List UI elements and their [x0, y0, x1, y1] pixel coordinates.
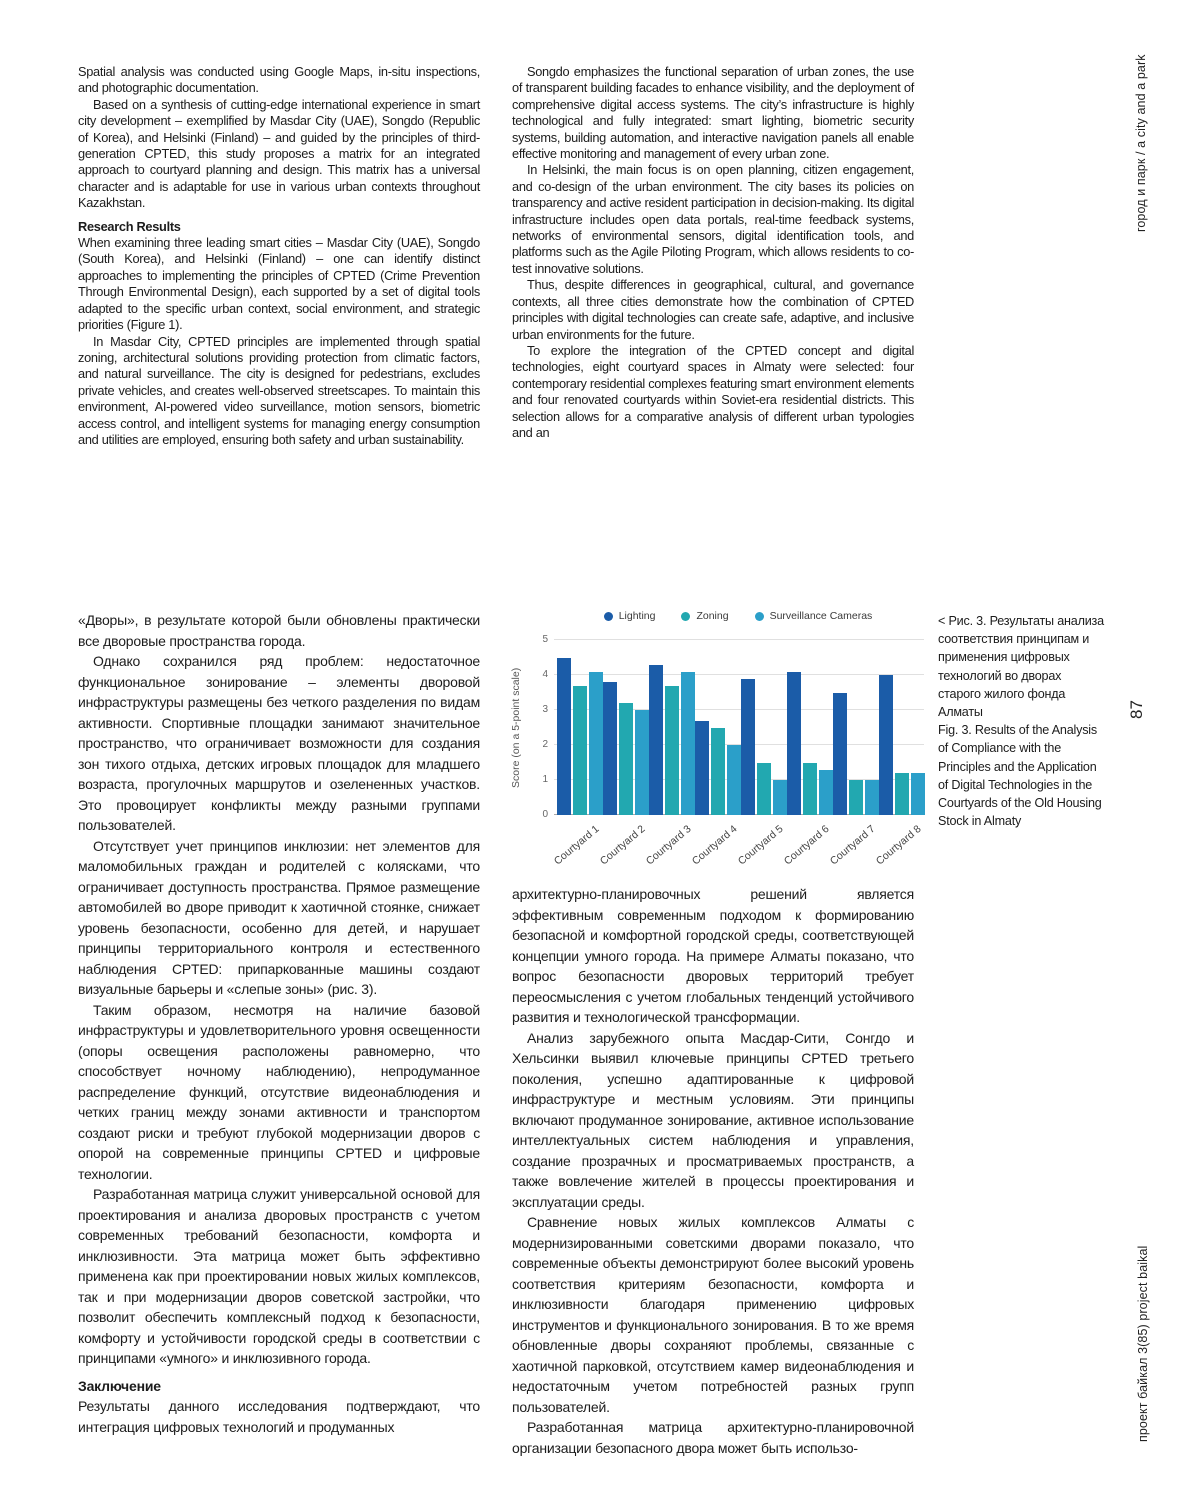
figure-caption-english: Fig. 3. Results of the Analysis of Compliance with the Principles and the Application of Digital Technologies in the Courtyards of the Old Housing Stock in Almaty [938, 723, 1102, 829]
figure-3-caption [938, 612, 1106, 830]
paragraph: Spatial analysis was conducted using Google Maps, in-situ inspections, and photographic documentation. [78, 64, 480, 96]
bar-group [551, 640, 603, 868]
bar [649, 665, 663, 816]
bar [711, 728, 725, 816]
legend-item [604, 610, 656, 622]
y-tick-label: 5 [542, 634, 548, 645]
bar [681, 672, 695, 816]
bar [695, 721, 709, 816]
paragraph: To explore the integration of the CPTED concept and digital technologies, eight courtyard spaces in Almaty were selected: four contemporary residential complexes featuring smart environment elements and four renovated courtyards within Soviet-era residential districts. This selection allows for a comparative analysis of different urban typologies and an [512, 342, 914, 440]
bar [573, 686, 587, 816]
paragraph: Результаты данного исследования подтверждают, что интеграция цифровых технологий и продуманных [78, 1398, 480, 1435]
legend-label: Surveillance Cameras [769, 610, 873, 622]
chart-bars [551, 640, 924, 868]
y-tick-label: 3 [542, 704, 548, 715]
section-heading-research-results: Research Results [78, 218, 181, 234]
bar [741, 679, 755, 816]
y-tick-label: 1 [542, 774, 548, 785]
chart-plot [510, 634, 924, 868]
surveillance-cameras-legend-dot-icon [755, 612, 764, 621]
paragraph: Songdo emphasizes the functional separation of urban zones, the use of transparent building facades to enhance visibility, and the deployment of comprehensive digital access systems. The city’s infrastructure is highly technological and fully integrated: smart lighting, biometric security systems, building automation, and interactive navigation panels all enable effective monitoring and management of every urban zone. [512, 64, 914, 162]
bar [773, 780, 787, 815]
chart-legend [546, 610, 930, 622]
figure-3-bar-chart [510, 606, 930, 876]
bar-group [597, 640, 649, 868]
running-head-section: город и парк / a city and a park [1134, 54, 1148, 232]
bar [787, 672, 801, 816]
bar [589, 672, 603, 816]
paragraph: «Дворы», в результате которой были обновлены практически все дворовые пространства города. [78, 612, 480, 649]
paragraph: Based on a synthesis of cutting-edge international experience in smart city development – exemplified by Masdar City (UAE), Songdo (Republic of Korea), and Helsinki (Finland) – and guided by the principles of third-generation CPTED, this study proposes a matrix for an integrated approach to courtyard planning and design. This matrix has a universal character and is adaptable for use in various urban contexts throughout Kazakhstan. [78, 96, 480, 211]
bar [865, 780, 879, 815]
bar [665, 686, 679, 816]
x-tick-label: Courtyard 1 [551, 823, 602, 868]
y-tick-label: 0 [542, 809, 548, 820]
y-tick-label: 2 [542, 739, 548, 750]
x-tick-label: Courtyard 3 [643, 823, 694, 868]
paragraph: архитектурно-планировочных решений является эффективным современным подходом к формированию безопасной и комфортной городской среды, соответствующей концепции умного города. На примере Алматы показано, что вопрос безопасности дворовых территорий требует переосмысления с учетом глобальных тенденций устойчивого развития и технологической трансформации. [512, 886, 914, 1025]
bar [895, 773, 909, 815]
paragraph: When examining three leading smart cities – Masdar City (UAE), Songdo (South Korea), and Helsinki (Finland) – one can identify distinct approaches to implementing the principles of CPTED (Crime Prevention Through Environmental Design), each supported by a set of digital tools adapted to the specific urban context, social environment, and strategic priorities (Figure 1). [78, 235, 480, 333]
bar [603, 682, 617, 815]
x-tick-label: Courtyard 5 [735, 823, 786, 868]
x-tick-label: Courtyard 8 [873, 823, 924, 868]
paragraph: Сравнение новых жилых комплексов Алматы с модернизированными советскими дворами показало, что современные объекты демонстрируют более высокий уровень соответствия критериям безопасности, комфорта и инклюзивности благодаря применению цифровых инструментов и функционального зонирования. В то же время обновленные дворы сохраняют проблемы, связанные с хаотичной парковкой, отсутствием камер видеонаблюдения и недостаточным учетом потребностей разных групп пользователей. [512, 1214, 914, 1415]
bar [833, 693, 847, 816]
paragraph: Однако сохранился ряд проблем: недостаточное функциональное зонирование – элементы дворовой инфраструктуры размещены без четкого разделения по видам активности. Спортивные площадки занимают значительное пространство, что ограничивает возможности для создания зон тихого отдыха, детских игровых площадок для младшего возраста, прогулочных маршрутов и озелененных участков. Это провоцирует конфликты между разными группами пользователей. [78, 653, 480, 833]
bar-group [827, 640, 879, 868]
paragraph: Разработанная матрица служит универсальной основой для проектирования и анализа дворовых пространств с учетом современных требований безопасности, комфорта и инклюзивности. Эта матрица может быть эффективно применена как при проектировании новых жилых комплексов, так и при модернизации дворов советской застройки, что позволит обеспечить комплексный подход к безопасности, комфорту и устойчивости городской среды в соответствии с принципами «умного» и инклюзивного города. [78, 1186, 480, 1366]
bar [619, 703, 633, 815]
figure-caption-russian: < Рис. 3. Результаты анализа соответствия принципам и применения цифровых технологий во дворах старого жилого фонда Алматы [938, 614, 1104, 720]
paragraph: Таким образом, несмотря на наличие базовой инфраструктуры и удовлетворительного уровня освещенности (опоры освещения расположены равномерно, что способствует ночному наблюдению), непродуманное распределение функций, отсутствие видеонаблюдения и четких границ между зонами активности и транспортом создают риски и требуют глубокой модернизации дворов с опорой на современные принципы CPTED и цифровые технологии. [78, 1001, 480, 1182]
section-heading-conclusion: Заключение [78, 1377, 161, 1394]
x-tick-label: Courtyard 6 [781, 823, 832, 868]
russian-column-left [78, 610, 480, 1437]
bar [819, 770, 833, 816]
legend-item [681, 610, 728, 622]
bar [911, 773, 925, 815]
y-axis-label: Score (on a 5-point scale) [510, 667, 522, 788]
paragraph: In Masdar City, CPTED principles are implemented through spatial zoning, architectural solutions providing protection from climatic factors, and natural surveillance. The city is designed for pedestrians, excludes private vehicles, and creates well-observed streetscapes. To maintain this environment, AI-powered video surveillance, motion sensors, biometric access control, and intelligent systems for managing energy consumption and utilities are employed, ensuring both safety and urban sustainability. [78, 333, 480, 447]
bar-group [643, 640, 695, 868]
legend-item [755, 610, 873, 622]
paragraph: Анализ зарубежного опыта Масдар-Сити, Сонгдо и Хельсинки выявил ключевые принципы CPTED третьего поколения, успешно адаптированные к цифровой инфраструктуре и местным условиям. Эти принципы включают продуманное зонирование, активное использование интеллектуальных систем наблюдения и управления, создание прозрачных и просматриваемых пространств, а также вовлечение жителей в процессы проектирования и эксплуатации среды. [512, 1029, 914, 1210]
bar [727, 745, 741, 815]
paragraph: Разработанная матрица архитектурно-планировочной организации безопасного двора может быть использо- [512, 1419, 914, 1456]
legend-label: Lighting [618, 610, 656, 622]
running-foot-journal: проект байкал 3(85) project baikal [1136, 1245, 1150, 1442]
english-column-left [78, 64, 480, 448]
zoning-legend-dot-icon [681, 612, 690, 621]
bar-group [689, 640, 741, 868]
paragraph: Отсутствует учет принципов инклюзии: нет элементов для маломобильных граждан и родителей с колясками, что ограничивает доступность пространства. Прямое размещение автомобилей во дворе приводит к хаотичной стоянке, снижает уровень безопасности, особенно для детей, и нарушает принципы территориального контроля и естественного наблюдения CPTED: припаркованные машины создают визуальные барьеры и «слепые зоны» (рис. 3). [78, 837, 480, 997]
russian-column-right [512, 884, 914, 1458]
english-column-right [512, 64, 914, 441]
bar [757, 763, 771, 816]
paragraph: In Helsinki, the main focus is on open planning, citizen engagement, and co-design of the urban environment. The city bases its policies on transparency and active resident participation in decision-making. Its digital infrastructure includes open data portals, real-time feedback systems, networks of environmental sensors, digital identification tools, and platforms such as the Agile Piloting Program, which allows residents to co-test innovative solutions. [512, 162, 914, 276]
paragraph: Thus, despite differences in geographical, cultural, and governance contexts, all three cities demonstrate how the combination of CPTED principles with digital technologies can create safe, adaptive, and inclusive urban environments for the future. [512, 277, 914, 342]
bar [635, 710, 649, 815]
page-number: 87 [1127, 700, 1146, 719]
legend-label: Zoning [696, 610, 729, 622]
x-tick-label: Courtyard 4 [689, 823, 740, 868]
bar [849, 780, 863, 815]
bar-group [781, 640, 833, 868]
bar [879, 675, 893, 815]
y-tick-label: 4 [542, 669, 548, 680]
bar-group [735, 640, 787, 868]
bar [557, 658, 571, 816]
lighting-legend-dot-icon [604, 612, 613, 621]
bar-group [873, 640, 925, 868]
x-tick-label: Courtyard 7 [827, 823, 878, 868]
x-tick-label: Courtyard 2 [597, 823, 648, 868]
bar [803, 763, 817, 816]
